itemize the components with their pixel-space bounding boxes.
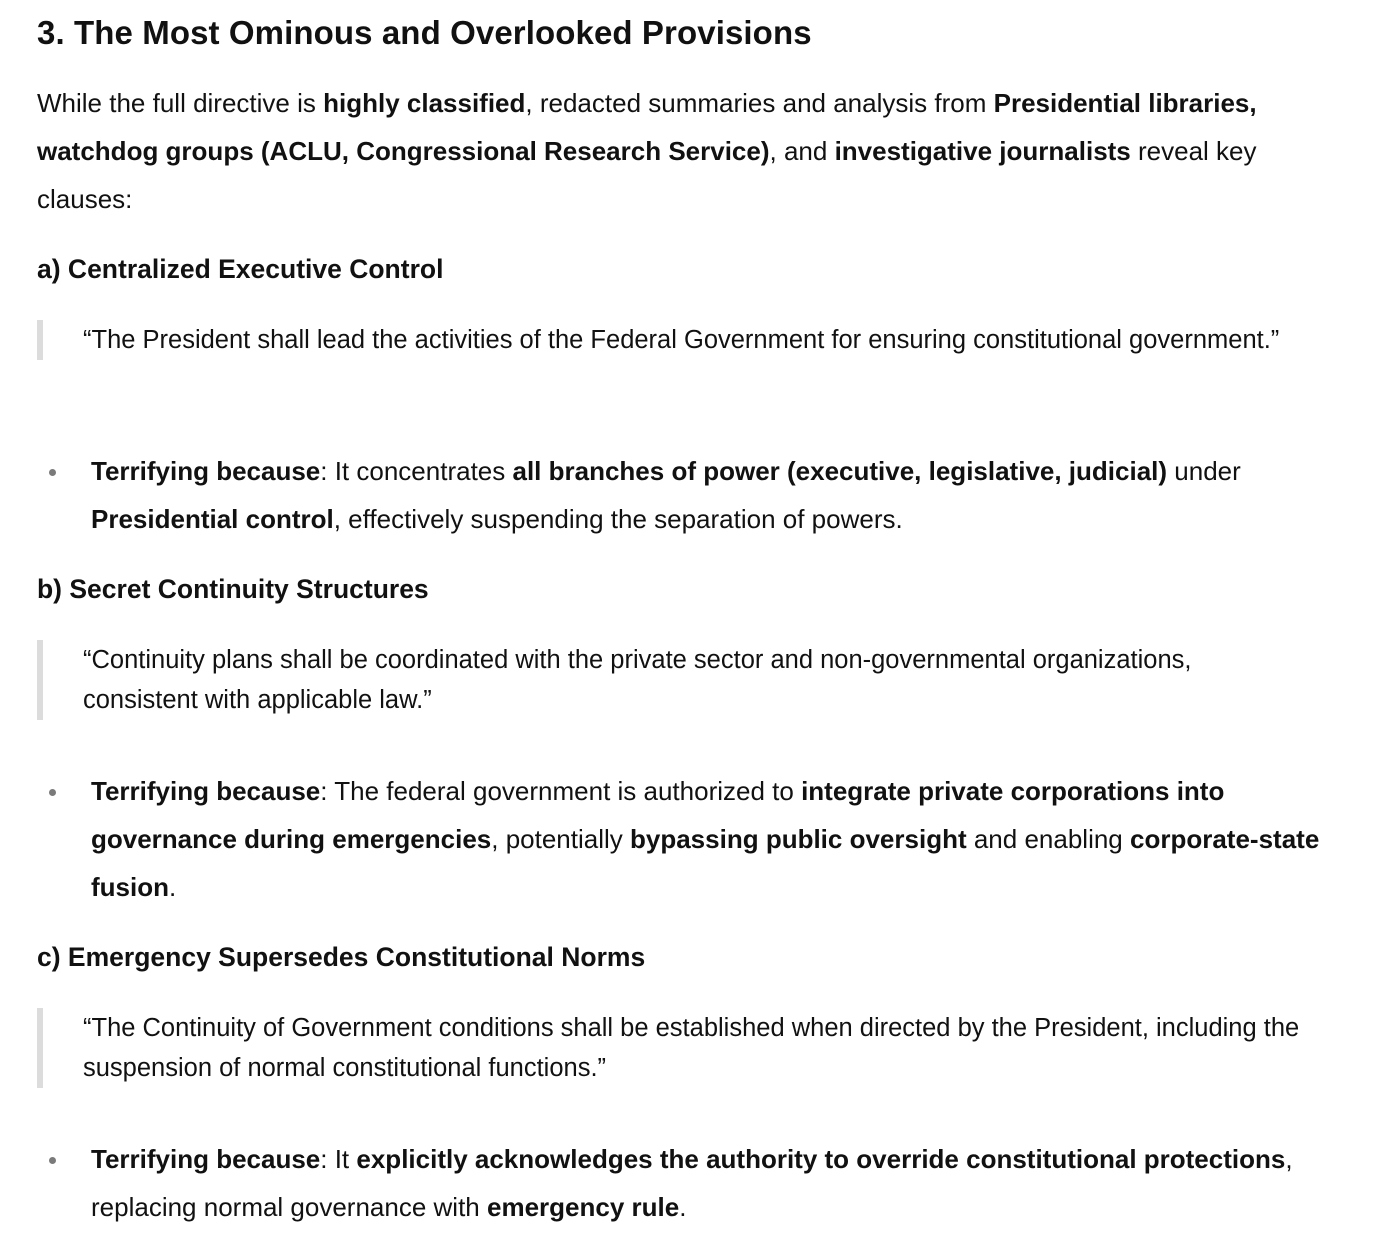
- intro-text: , redacted summaries and analysis from: [525, 88, 994, 118]
- intro-bold: highly classified: [323, 88, 526, 118]
- subsection-title-b: b) Secret Continuity Structures: [37, 574, 429, 604]
- bullet-text: , effectively suspending the separation of powers.: [333, 504, 903, 534]
- bullet-text: , replacing normal governance with: [91, 1144, 1293, 1222]
- intro-bold: Presidential libraries, watchdog groups (ACLU, Congressional Research Service): [37, 88, 1257, 166]
- bullet-text: .: [169, 872, 177, 902]
- list-item-c: [37, 1135, 1343, 1231]
- quote-block-b: “Continuity plans shall be coordinated with the private sector and non-governmental organizations, consistent with applicable law.”: [37, 640, 1303, 720]
- bullet-text: and enabling: [966, 824, 1130, 854]
- intro-paragraph: [37, 79, 1343, 223]
- bullet-bold: emergency rule: [487, 1192, 680, 1222]
- subsection-title-c: c) Emergency Supersedes Constitutional Norms: [37, 942, 646, 972]
- bullet-dot-icon: [49, 789, 56, 796]
- list-item-b: [37, 767, 1343, 911]
- bullet-text: under: [1167, 456, 1241, 486]
- intro-text: , and: [769, 136, 835, 166]
- bullet-label: Terrifying because: [91, 456, 321, 486]
- bullet-label: Terrifying because: [91, 776, 321, 806]
- bullet-bold: integrate private corporations into governance during emergencies: [91, 776, 1225, 854]
- bullet-bold: bypassing public oversight: [630, 824, 967, 854]
- bullet-text: , potentially: [491, 824, 630, 854]
- intro-bold: investigative journalists: [834, 136, 1131, 166]
- list-item-text: [37, 767, 1343, 911]
- list-item-text: [37, 1135, 1343, 1231]
- bullet-dot-icon: [49, 1157, 56, 1164]
- bullet-bold: explicitly acknowledges the authority to override constitutional protections: [356, 1144, 1286, 1174]
- intro-text: While the full directive is: [37, 88, 324, 118]
- bullet-dot-icon: [49, 469, 56, 476]
- bullet-text: : It concentrates: [320, 456, 513, 486]
- bullet-text: .: [679, 1192, 687, 1222]
- bullet-bold: corporate-state fusion: [91, 824, 1320, 902]
- bullet-label: Terrifying because: [91, 1144, 321, 1174]
- section-heading: 3. The Most Ominous and Overlooked Provisions: [37, 14, 812, 51]
- list-item-a: [37, 447, 1343, 543]
- quote-block-a: “The President shall lead the activities of the Federal Government for ensuring constitutional government.”: [37, 320, 1303, 360]
- bullet-bold: all branches of power (executive, legislative, judicial): [512, 456, 1168, 486]
- bullet-text: : It: [320, 1144, 357, 1174]
- subsection-title-a: a) Centralized Executive Control: [37, 254, 444, 284]
- intro-text: reveal key clauses:: [37, 136, 1257, 214]
- list-item-text: [37, 447, 1343, 543]
- bullet-text: : The federal government is authorized to: [320, 776, 802, 806]
- quote-block-c: “The Continuity of Government conditions shall be established when directed by the President, including the suspension of normal constitutional functions.”: [37, 1008, 1303, 1088]
- bullet-bold: Presidential control: [91, 504, 334, 534]
